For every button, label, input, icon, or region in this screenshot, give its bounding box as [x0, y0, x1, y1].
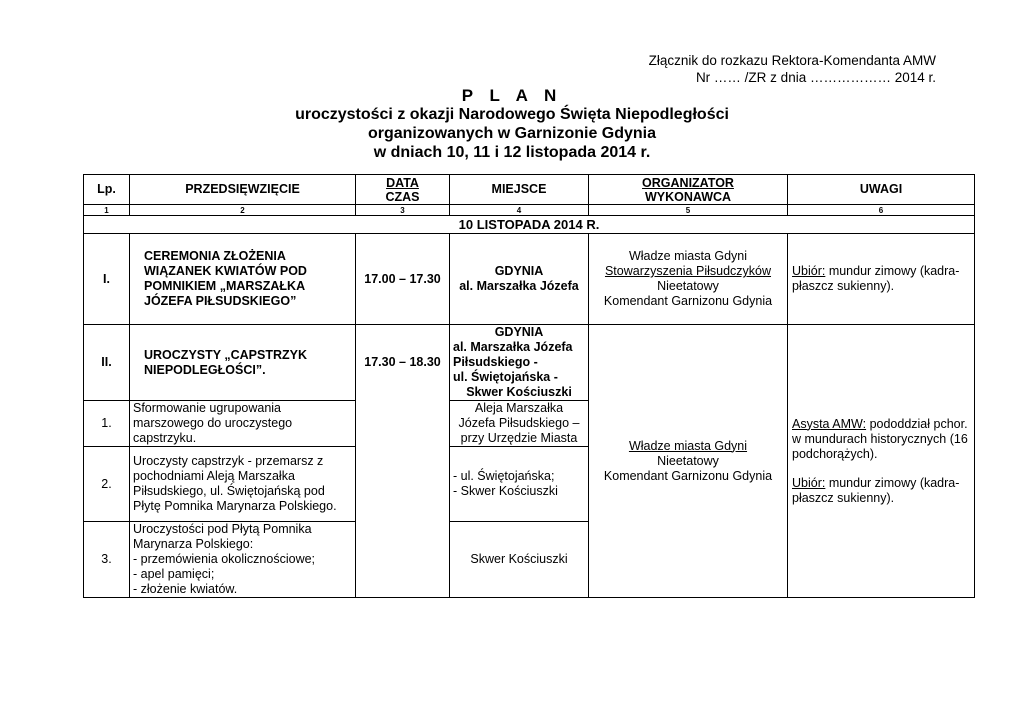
org-line: Komendant Garnizonu Gdynia: [603, 468, 773, 483]
row-place: [450, 401, 589, 447]
plan-heading: P L A N: [461, 86, 563, 105]
event-line: - przemówienia okolicznościowe;: [133, 552, 316, 566]
org-line: Komendant Garnizonu Gdynia: [603, 294, 773, 308]
row-place: [450, 447, 589, 522]
day-heading-row: [84, 216, 975, 234]
header-row: [84, 175, 975, 205]
title-line-2: organizowanych w Garnizonie Gdynia: [367, 125, 657, 142]
day-heading: 10 LISTOPADA 2014 R.: [84, 216, 975, 234]
header-org-top: ORGANIZATOR: [642, 175, 734, 190]
event-line: - złożenie kwiatów.: [133, 582, 238, 596]
title-line-1: uroczystości z okazji Narodowego Święta Niepodległości: [295, 106, 729, 123]
place-street: al. Marszałka Józefa: [459, 279, 579, 293]
place-line: Aleja Marszałka: [474, 401, 564, 415]
place-line: al. Marszałka Józefa: [453, 340, 573, 354]
row-event: UROCZYSTY „CAPSTRZYK NIEPODLEGŁOŚCI”.: [130, 325, 356, 401]
header-org-bottom: WYKONAWCA: [644, 189, 732, 204]
document-title: [0, 86, 1024, 162]
place-line: ul. Świętojańska -: [453, 370, 558, 384]
row-lp: 1.: [84, 401, 130, 447]
col-number: 6: [788, 205, 975, 216]
notes-assist: [792, 417, 970, 462]
org-line: Stowarzyszenia Piłsudczyków: [604, 264, 772, 278]
row-event: Sformowanie ugrupowania marszowego do uroczystego capstrzyku.: [130, 401, 356, 447]
place-line: Piłsudskiego -: [453, 355, 538, 369]
column-numbers-row: [84, 205, 975, 216]
group-organizer: [589, 325, 788, 598]
row-lp: 2.: [84, 447, 130, 522]
place-city: GDYNIA: [494, 264, 544, 278]
col-number: 1: [84, 205, 130, 216]
notes-label: Ubiór:: [792, 264, 826, 278]
header-place: MIEJSCE: [450, 175, 589, 205]
row-time: 17.30 – 18.30: [356, 325, 450, 598]
row-notes: [788, 234, 975, 325]
notes-text: mundur zimowy (kadra-płaszcz sukienny).: [792, 475, 960, 505]
header-organizer: [589, 175, 788, 205]
header-lp: Lp.: [84, 175, 130, 205]
row-event: CEREMONIA ZŁOŻENIA WIĄZANEK KWIATÓW POD POMNIKIEM „MARSZAŁKA JÓZEFA PIŁSUDSKIEGO”: [130, 234, 356, 325]
place-line: przy Urzędzie Miasta: [460, 431, 578, 445]
header-date-bottom: CZAS: [385, 189, 420, 204]
row-event: [130, 522, 356, 598]
notes-label: Ubiór:: [792, 475, 826, 490]
row-place: [450, 234, 589, 325]
table-row: [84, 234, 975, 325]
row-lp: 3.: [84, 522, 130, 598]
org-line: Władze miasta Gdyni: [628, 249, 748, 263]
notes-uniform: [792, 476, 970, 506]
org-line: Nieetatowy: [657, 279, 719, 293]
col-number: 2: [130, 205, 356, 216]
col-number: 5: [589, 205, 788, 216]
table-row: [84, 325, 975, 401]
plan-table: [83, 174, 975, 598]
header-date-top: DATA: [386, 175, 419, 190]
header-event: PRZEDSIĘWZIĘCIE: [130, 175, 356, 205]
annex-line-2: Nr …… /ZR z dnia ……………… 2014 r.: [695, 70, 936, 85]
row-lp: II.: [84, 325, 130, 401]
row-place: [450, 325, 589, 401]
place-city: GDYNIA: [494, 325, 544, 339]
notes-text: mundur zimowy (kadra-płaszcz sukienny).: [792, 264, 960, 293]
notes-label: Asysta AMW:: [792, 416, 867, 431]
col-number: 3: [356, 205, 450, 216]
group-notes: [788, 325, 975, 598]
event-line: - apel pamięci;: [133, 567, 215, 581]
annex-line-1: Złącznik do rozkazu Rektora-Komendanta AMW: [648, 53, 936, 68]
org-line: Władze miasta Gdyni: [628, 438, 748, 453]
title-line-3: w dniach 10, 11 i 12 listopada 2014 r.: [373, 144, 651, 161]
org-line: Nieetatowy: [657, 453, 719, 468]
row-place: Skwer Kościuszki: [450, 522, 589, 598]
notes-text: pododdział pchor. w mundurach historycznych (16 podchorążych).: [792, 416, 968, 461]
col-number: 4: [450, 205, 589, 216]
row-event: Uroczysty capstrzyk - przemarsz z pochodniami Aleją Marszałka Piłsudskiego, ul. Świętojańską pod Płytę Pomnika Marynarza Polskiego.: [130, 447, 356, 522]
event-line: Uroczystości pod Płytą Pomnika Marynarza Polskiego:: [133, 522, 312, 551]
annex-note: [649, 52, 936, 86]
row-organizer: [589, 234, 788, 325]
header-notes: UWAGI: [788, 175, 975, 205]
row-lp: I.: [84, 234, 130, 325]
place-line: - ul. Świętojańska;: [453, 469, 555, 483]
place-line: Skwer Kościuszki: [466, 385, 572, 399]
place-line: Józefa Piłsudskiego –: [458, 416, 580, 430]
place-line: - Skwer Kościuszki: [453, 484, 558, 498]
row-time: 17.00 – 17.30: [356, 234, 450, 325]
header-date: [356, 175, 450, 205]
